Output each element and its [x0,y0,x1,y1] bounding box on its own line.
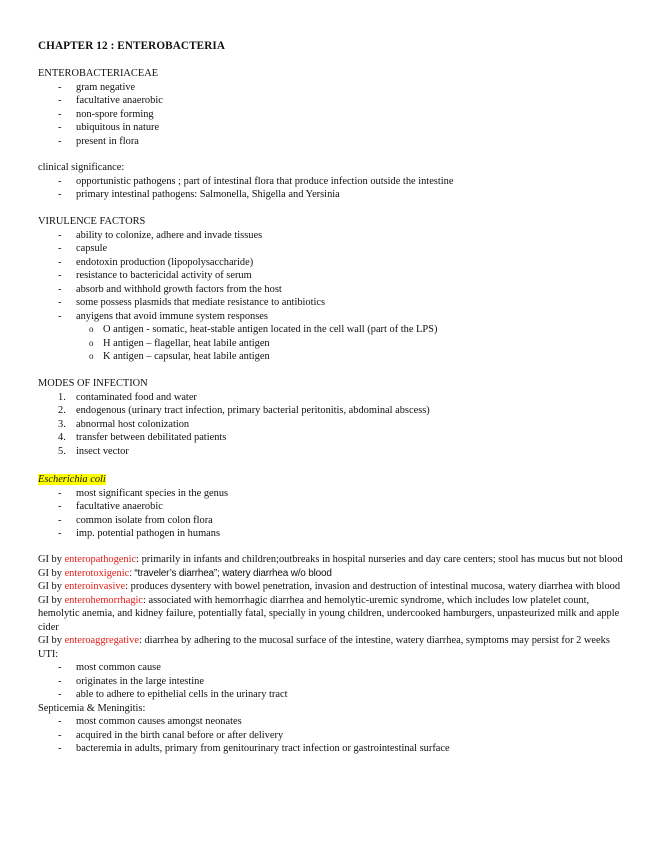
sublist-item: o K antigen – capsular, heat labile antigen [89,351,270,362]
gi-paragraph: GI by enteroaggregative: diarrhea by adhering to the mucosal surface of the intestine, watery diarrhea, symptoms may persist for 2 weeks [38,635,610,646]
section-escherichia-coli [38,473,623,541]
section-enterobacteriaceae [38,67,623,148]
section-heading-uti: UTI: [38,648,59,660]
list-item: - non-spore forming [38,108,623,122]
list-item: - resistance to bactericidal activity of serum [38,269,623,283]
list-item: - gram negative [38,81,623,95]
list-item: - acquired in the birth canal before or after delivery [38,729,623,743]
section-heading-septicemia: Septicemia & Meningitis: [38,702,146,714]
list-item: - bacteremia in adults, primary from genitourinary tract infection or gastrointestinal surface [38,742,623,756]
gi-term: enterohemorrhagic [64,594,144,606]
virulence-list [38,229,623,324]
sublist-item: o H antigen – flagellar, heat labile antigen [89,337,270,349]
list-item: - some possess plasmids that mediate resistance to antibiotics [38,296,623,310]
list-item: - present in flora [38,135,623,149]
gi-term: enterotoxigenic [64,567,130,579]
section-heading: ENTEROBACTERIACEAE [38,68,159,79]
list-item: 1. contaminated food and water [58,391,197,403]
list-item: - opportunistic pathogens ; part of intestinal flora that produce infection outside the intestine [38,175,623,189]
list-item: - imp. potential pathogen in humans [38,527,623,541]
list-item: - most common causes amongst neonates [38,715,623,729]
list-item: - absorb and withhold growth factors from the host [38,283,623,297]
circle-bullet-icon: o [89,351,94,361]
list-item: - common isolate from colon flora [38,514,623,528]
section-heading: clinical significance: [38,162,125,173]
list-item: - anyigens that avoid immune system responses [38,310,623,324]
list-item: - facultative anaerobic [38,94,623,108]
gi-term: enteropathogenic [64,554,137,565]
gi-term: enteroinvasive [64,581,126,592]
section-heading: MODES OF INFECTION [38,378,148,389]
modes-list [38,391,623,459]
septicemia-list [38,715,623,756]
list-item: - most common cause [38,661,623,675]
list-item: - facultative anaerobic [38,500,623,514]
list-item: - ubiquitous in nature [38,121,623,135]
gi-paragraph: GI by enterohemorrhagic: associated with hemorrhagic diarrhea and hemolytic-uremic syndrome, which includes low platelet count, hemolytic anemia, and kidney failure, potentially fatal, specially in young children, undercooked hamburgers, unpasteurized milk and apple cider [38,594,620,633]
circle-bullet-icon: o [89,337,94,348]
list-item: - primary intestinal pathogens: Salmonella, Shigella and Yersinia [38,188,623,202]
gi-paragraph: GI by enteroinvasive: produces dysentery with bowel penetration, invasion and destruction of intestinal mucosa, watery diarrhea with blood [38,581,621,592]
clinical-list [38,175,623,202]
section-virulence-factors [38,215,623,364]
list-item: - endotoxin production (lipopolysaccharide) [38,256,623,270]
gi-paragraph: GI by enteropathogenic: primarily in infants and children;outbreaks in hospital nurseries and day care centers; stool has mucus but not blood [38,554,623,565]
section-gi-types [38,553,623,756]
highlighted-heading: Escherichia coli [38,474,106,485]
gi-paragraph: GI by enterotoxigenic: “traveler’s diarrhea”; watery diarrhea w/o blood [38,567,332,579]
ecoli-list [38,487,623,541]
circle-bullet-icon: o [89,324,94,334]
property-list [38,81,623,149]
section-modes-of-infection [38,377,623,458]
list-item: 3. abnormal host colonization [58,418,190,430]
list-item: - capsule [38,242,623,256]
section-clinical-significance [38,161,623,202]
list-item: - originates in the large intestine [38,675,623,689]
list-item: 4. transfer between debilitated patients [58,432,227,443]
list-item: - ability to colonize, adhere and invade tissues [38,229,623,243]
chapter-title: CHAPTER 12 : ENTEROBACTERIA [38,40,226,52]
section-heading: VIRULENCE FACTORS [38,216,146,227]
uti-list [38,661,623,702]
list-item: 5. insect vector [58,445,129,457]
list-item: 2. endogenous (urinary tract infection, primary bacterial peritonitis, abdominal abscess) [58,405,430,416]
list-item: - most significant species in the genus [38,487,623,501]
list-item: - able to adhere to epithelial cells in the urinary tract [38,688,623,702]
sublist-item: o O antigen - somatic, heat-stable antigen located in the cell wall (part of the LPS) [89,324,438,335]
antigen-sublist [38,323,623,364]
gi-term: enteroaggregative [64,635,139,646]
